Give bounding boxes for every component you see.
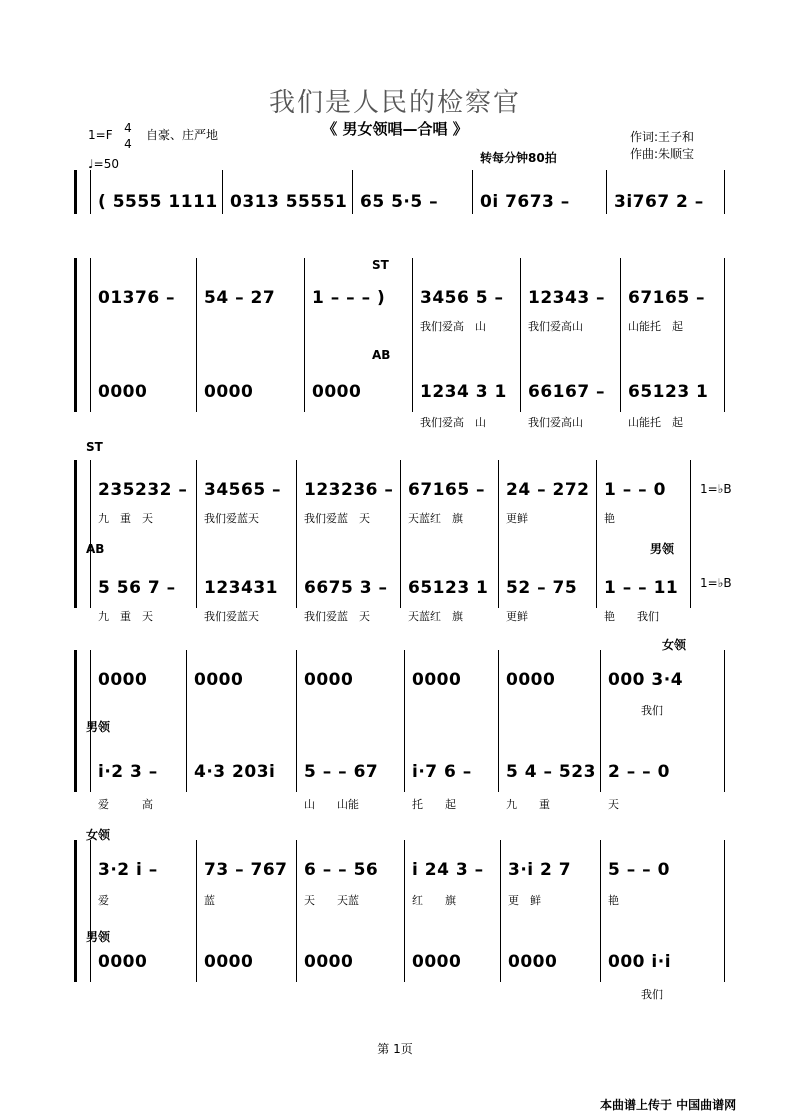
measure-notes: i·2 3 – bbox=[98, 762, 158, 782]
barline bbox=[296, 840, 297, 982]
barline bbox=[724, 170, 725, 214]
measure-lyrics: 九 重 天 bbox=[98, 610, 153, 623]
voice-label-bottom: AB bbox=[86, 542, 105, 556]
measure-lyrics: 我们爱蓝 天 bbox=[304, 610, 370, 623]
measure-lyrics: 艳 bbox=[604, 512, 615, 525]
barline bbox=[90, 258, 91, 412]
measure-notes: 0000 bbox=[412, 670, 462, 690]
barline bbox=[296, 650, 297, 792]
measure-notes: 0313 55551 bbox=[230, 192, 348, 212]
barline bbox=[196, 460, 197, 608]
voice-label-bottom: 男领 bbox=[86, 720, 111, 734]
measure-lyrics: 我们 bbox=[608, 704, 663, 717]
barline bbox=[724, 840, 725, 982]
measure-notes: 5 4 – 523 bbox=[506, 762, 596, 782]
measure-notes: i 24 3 – bbox=[412, 860, 484, 880]
barline bbox=[498, 650, 499, 792]
measure-lyrics: 我们爱蓝天 bbox=[204, 512, 259, 525]
barline bbox=[472, 170, 473, 214]
measure-lyrics: 艳 bbox=[608, 894, 619, 907]
measure-lyrics: 我们爱蓝天 bbox=[204, 610, 259, 623]
voice-label-top-right: 女领 bbox=[662, 638, 687, 652]
measure-lyrics: 蓝 bbox=[204, 894, 215, 907]
barline bbox=[500, 840, 501, 982]
measure-lyrics: 红 旗 bbox=[412, 894, 456, 907]
measure-notes: 66167 – bbox=[528, 382, 606, 402]
barline bbox=[90, 460, 91, 608]
measure-notes: 67165 – bbox=[628, 288, 706, 308]
measure-lyrics: 我们 bbox=[608, 988, 663, 1001]
key-signature: 1=F bbox=[88, 128, 113, 142]
measure-notes: 0000 bbox=[304, 952, 354, 972]
measure-notes: 0000 bbox=[506, 670, 556, 690]
lyricist: 作词:王子和 bbox=[630, 130, 695, 144]
barline bbox=[196, 258, 197, 412]
barline bbox=[596, 460, 597, 608]
voice-label-bottom: 男领 bbox=[86, 930, 111, 944]
measure-notes: 000 i·i bbox=[608, 952, 672, 972]
measure-notes: 3i767 2 – bbox=[614, 192, 704, 212]
measure-lyrics: 山能托 起 bbox=[628, 320, 683, 333]
measure-lyrics: 我们爱蓝 天 bbox=[304, 512, 370, 525]
barline bbox=[186, 650, 187, 792]
tempo-change: 转每分钟80拍 bbox=[480, 151, 557, 165]
measure-notes: 01376 – bbox=[98, 288, 176, 308]
barline bbox=[620, 258, 621, 412]
measure-notes: ( 5555 1111 bbox=[98, 192, 218, 212]
meter-top: 4 bbox=[124, 121, 132, 135]
barline bbox=[90, 170, 91, 214]
barline bbox=[724, 258, 725, 412]
page-number: 第 1页 bbox=[377, 1042, 413, 1056]
score-title: 我们是人民的检察官 bbox=[268, 88, 521, 118]
measure-notes: 1 – – – ) bbox=[312, 288, 386, 308]
barline bbox=[690, 460, 691, 608]
measure-lyrics: 九 重 bbox=[506, 798, 550, 811]
barline bbox=[520, 258, 521, 412]
measure-notes: 2 – – 0 bbox=[608, 762, 670, 782]
measure-lyrics: 九 重 天 bbox=[98, 512, 153, 525]
measure-lyrics: 山 山能 bbox=[304, 798, 359, 811]
measure-lyrics: 艳 我们 bbox=[604, 610, 659, 623]
barline bbox=[352, 170, 353, 214]
meter-bottom: 4 bbox=[124, 137, 132, 151]
composer: 作曲:朱顺宝 bbox=[630, 147, 695, 161]
barline bbox=[296, 460, 297, 608]
voice-label-top: 女领 bbox=[86, 828, 111, 842]
voice-label-top: ST bbox=[372, 258, 389, 272]
measure-notes: 67165 – bbox=[408, 480, 486, 500]
measure-notes: 3·2 i – bbox=[98, 860, 158, 880]
measure-lyrics: 我们爱高山 bbox=[528, 416, 583, 429]
measure-lyrics: 我们爱高 山 bbox=[420, 320, 486, 333]
barline bbox=[412, 258, 413, 412]
measure-notes: 0000 bbox=[412, 952, 462, 972]
key-change: 1=♭B bbox=[700, 482, 732, 496]
measure-notes: 3·i 2 7 bbox=[508, 860, 572, 880]
measure-notes: 65123 1 bbox=[628, 382, 709, 402]
measure-notes: 5 – – 0 bbox=[608, 860, 670, 880]
barline bbox=[196, 840, 197, 982]
measure-notes: i·7 6 – bbox=[412, 762, 472, 782]
barline bbox=[724, 650, 725, 792]
source-credit: 本曲谱上传于 中国曲谱网 bbox=[600, 1098, 737, 1112]
system-brace bbox=[74, 258, 77, 412]
barline bbox=[404, 650, 405, 792]
barline bbox=[222, 170, 223, 214]
voice-label-right: 男领 bbox=[650, 542, 675, 556]
expression-mark: 自豪、庄严地 bbox=[146, 128, 219, 142]
measure-notes: 0000 bbox=[204, 952, 254, 972]
measure-notes: 6 – – 56 bbox=[304, 860, 379, 880]
measure-notes: 5 56 7 – bbox=[98, 578, 176, 598]
score-subtitle: 《 男女领唱—合唱 》 bbox=[322, 120, 468, 138]
measure-notes: 0000 bbox=[304, 670, 354, 690]
measure-notes: 24 – 272 bbox=[506, 480, 590, 500]
system-brace bbox=[74, 840, 77, 982]
measure-lyrics: 天蓝红 旗 bbox=[408, 610, 463, 623]
barline bbox=[304, 258, 305, 412]
measure-notes: 0000 bbox=[98, 382, 148, 402]
measure-notes: 65123 1 bbox=[408, 578, 489, 598]
measure-notes: 0000 bbox=[204, 382, 254, 402]
measure-notes: 54 – 27 bbox=[204, 288, 276, 308]
measure-notes: 0000 bbox=[508, 952, 558, 972]
barline bbox=[600, 840, 601, 982]
time-signature bbox=[122, 120, 134, 152]
system-brace bbox=[74, 170, 77, 214]
barline bbox=[498, 460, 499, 608]
measure-lyrics: 更鲜 bbox=[506, 610, 528, 623]
measure-lyrics: 更鲜 bbox=[506, 512, 528, 525]
measure-notes: 000 3·4 bbox=[608, 670, 684, 690]
measure-notes: 34565 – bbox=[204, 480, 282, 500]
measure-notes: 0000 bbox=[312, 382, 362, 402]
measure-notes: 1234 3 1 bbox=[420, 382, 507, 402]
key-change: 1=♭B bbox=[700, 576, 732, 590]
voice-label-bottom: AB bbox=[372, 348, 391, 362]
measure-notes: 3456 5 – bbox=[420, 288, 504, 308]
measure-lyrics: 天 bbox=[608, 798, 619, 811]
measure-notes: 5 – – 67 bbox=[304, 762, 379, 782]
barline bbox=[606, 170, 607, 214]
measure-notes: 52 – 75 bbox=[506, 578, 578, 598]
measure-notes: 65 5·5 – bbox=[360, 192, 439, 212]
measure-notes: 6675 3 – bbox=[304, 578, 388, 598]
measure-notes: 0000 bbox=[98, 952, 148, 972]
system-brace bbox=[74, 650, 77, 792]
measure-notes: 0i 7673 – bbox=[480, 192, 570, 212]
measure-lyrics: 我们爱高 山 bbox=[420, 416, 486, 429]
measure-notes: 73 – 767 bbox=[204, 860, 288, 880]
barline bbox=[400, 460, 401, 608]
measure-notes: 12343 – bbox=[528, 288, 606, 308]
measure-lyrics: 我们爱高山 bbox=[528, 320, 583, 333]
measure-lyrics: 山能托 起 bbox=[628, 416, 683, 429]
tempo-mark: ♩=50 bbox=[88, 157, 119, 171]
measure-lyrics: 天 天蓝 bbox=[304, 894, 359, 907]
measure-lyrics: 爱 bbox=[98, 894, 109, 907]
measure-notes: 1 – – 11 bbox=[604, 578, 679, 598]
measure-notes: 1 – – 0 bbox=[604, 480, 666, 500]
measure-lyrics: 托 起 bbox=[412, 798, 456, 811]
system-brace bbox=[74, 460, 77, 608]
measure-notes: 0000 bbox=[98, 670, 148, 690]
measure-notes: 123236 – bbox=[304, 480, 394, 500]
barline bbox=[600, 650, 601, 792]
barline bbox=[404, 840, 405, 982]
measure-notes: 4·3 203i bbox=[194, 762, 276, 782]
measure-lyrics: 更 鲜 bbox=[508, 894, 541, 907]
barline bbox=[90, 840, 91, 982]
measure-notes: 235232 – bbox=[98, 480, 188, 500]
voice-label-top: ST bbox=[86, 440, 103, 454]
measure-lyrics: 爱 高 bbox=[98, 798, 153, 811]
measure-lyrics: 天蓝红 旗 bbox=[408, 512, 463, 525]
measure-notes: 0000 bbox=[194, 670, 244, 690]
measure-notes: 123431 bbox=[204, 578, 278, 598]
